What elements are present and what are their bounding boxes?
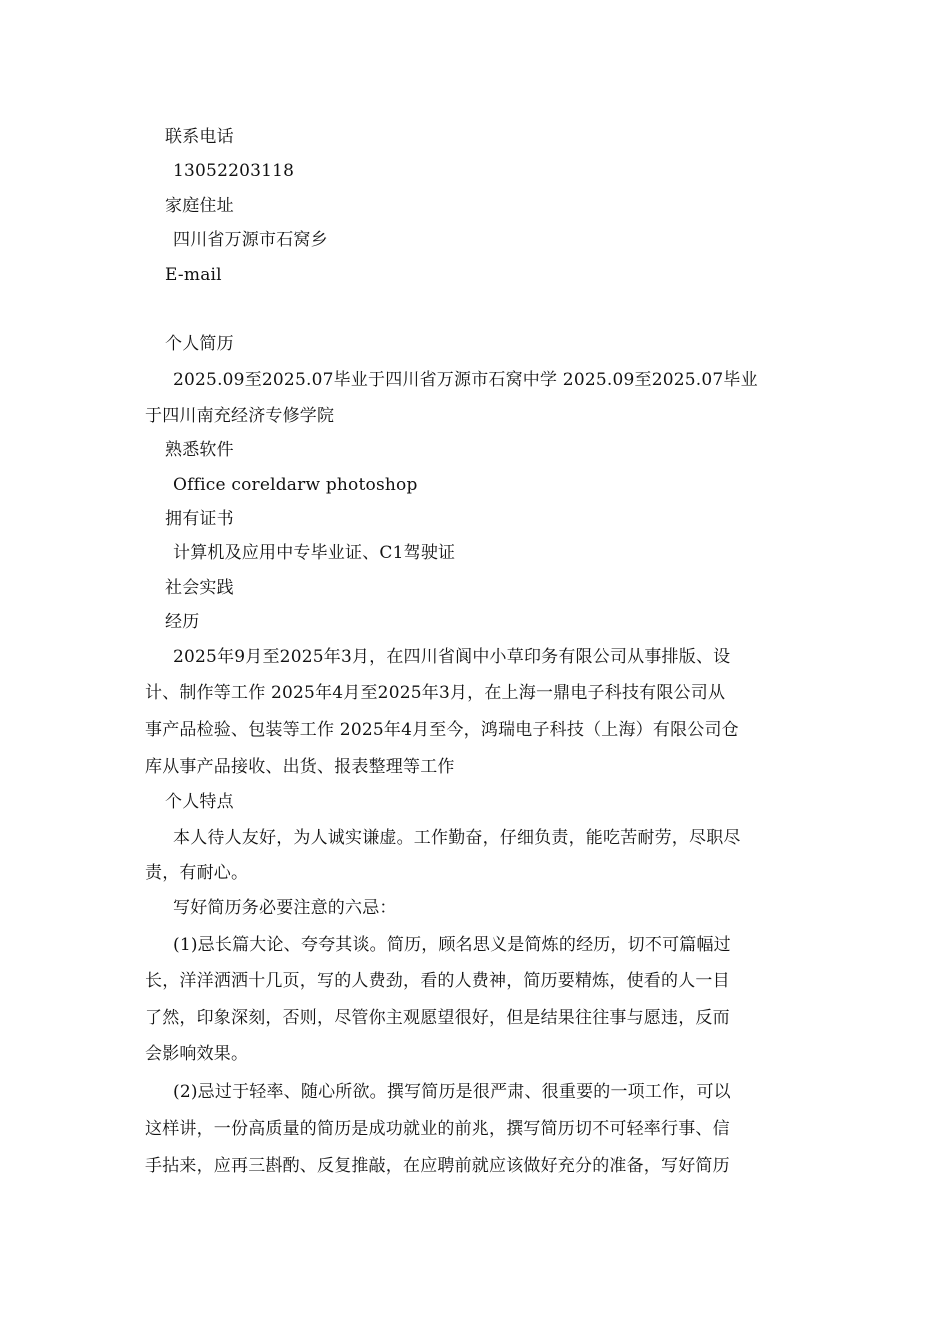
traits-line: 责，有耐心。 (145, 863, 249, 883)
traits-label: 个人特点 (165, 792, 234, 812)
tip-2-line: (2)忌过于轻率、随心所欲。撰写简历是很严肃、很重要的一项工作，可以 (173, 1082, 731, 1102)
tips-title: 写好简历务必要注意的六忌： (173, 898, 397, 918)
address-label: 家庭住址 (165, 196, 234, 216)
tip-1-line: (1)忌长篇大论、夸夸其谈。简历，顾名思义是简炼的经历，切不可篇幅过 (173, 935, 731, 955)
experience-label: 经历 (165, 612, 200, 632)
traits-line: 本人待人友好，为人诚实谦虚。工作勤奋，仔细负责，能吃苦耐劳，尽职尽 (173, 828, 741, 848)
tip-2-line: 这样讲，一份高质量的简历是成功就业的前兆，撰写简历切不可轻率行事、信 (145, 1119, 730, 1139)
experience-line: 事产品检验、包装等工作 2025年4月至今，鸿瑞电子科技（上海）有限公司仓 (145, 720, 739, 740)
email-label: E-mail (165, 265, 222, 285)
software-value: Office coreldarw photoshop (173, 475, 418, 495)
experience-line: 2025年9月至2025年3月，在四川省阆中小草印务有限公司从事排版、设 (173, 647, 731, 667)
phone-label: 联系电话 (165, 127, 234, 147)
resume-line: 2025.09至2025.07毕业于四川省万源市石窝中学 2025.09至2025.07毕业 (173, 370, 758, 390)
experience-line: 计、制作等工作 2025年4月至2025年3月，在上海一鼎电子科技有限公司从 (145, 683, 726, 703)
tip-1-line: 长，洋洋洒洒十几页，写的人费劲，看的人费神，简历要精炼，使看的人一目 (145, 971, 730, 991)
certificates-label: 拥有证书 (165, 509, 234, 529)
experience-line: 库从事产品接收、出货、报表整理等工作 (145, 757, 455, 777)
practice-label: 社会实践 (165, 578, 234, 598)
resume-label: 个人简历 (165, 334, 234, 354)
tip-2-line: 手拈来，应再三斟酌、反复推敲，在应聘前就应该做好充分的准备，写好简历 (145, 1156, 730, 1176)
tip-1-line: 会影响效果。 (145, 1044, 249, 1064)
phone-value: 13052203118 (173, 161, 295, 181)
certificates-value: 计算机及应用中专毕业证、C1驾驶证 (173, 543, 456, 563)
software-label: 熟悉软件 (165, 440, 234, 460)
resume-line: 于四川南充经济专修学院 (145, 406, 335, 426)
address-value: 四川省万源市石窝乡 (173, 230, 328, 250)
tip-1-line: 了然，印象深刻，否则，尽管你主观愿望很好，但是结果往往事与愿违，反而 (145, 1008, 730, 1028)
